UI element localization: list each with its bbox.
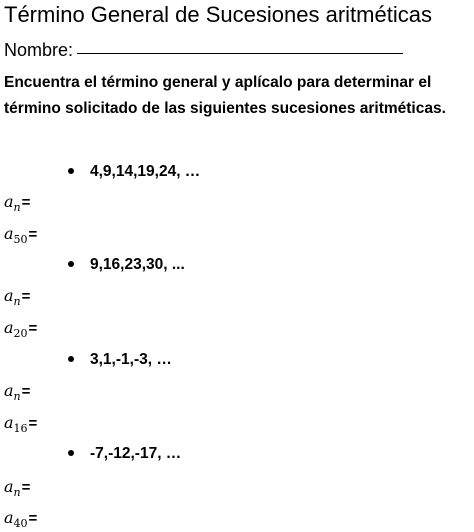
sequence-text: 9,16,23,30, ... — [90, 256, 185, 273]
exercise-1-sequence — [62, 162, 200, 182]
sequence-text: 3,1,-1,-3, … — [90, 351, 172, 368]
sequence-text: -7,-12,-17, … — [90, 445, 182, 462]
exercise-2-sequence — [62, 255, 185, 275]
bullet-icon — [68, 168, 74, 174]
name-field-row — [4, 39, 403, 61]
exercise-2-requested-term: $a_{20}=$ — [4, 318, 38, 340]
exercise-4-general-term: $a_n=$ — [4, 477, 31, 499]
exercise-1-requested-term: $a_{50}=$ — [4, 224, 38, 246]
sequence-text: 4,9,14,19,24, … — [90, 163, 201, 180]
bullet-icon — [68, 450, 74, 456]
worksheet-title: Término General de Sucesiones aritméticas — [4, 2, 432, 27]
exercise-3-requested-term: $a_{16}=$ — [4, 413, 38, 435]
name-blank-line[interactable] — [77, 53, 403, 54]
instructions-text: Encuentra el término general y aplícalo para determinar el término solicitado de las siguientes sucesiones aritméticas. — [4, 74, 446, 117]
exercise-3-sequence — [62, 350, 172, 370]
bullet-icon — [68, 261, 74, 267]
exercise-4-sequence — [62, 444, 181, 464]
exercise-2-general-term: $a_n=$ — [4, 286, 31, 308]
exercise-4-requested-term: $a_{40}=$ — [4, 508, 38, 530]
name-label: Nombre: — [4, 40, 74, 60]
exercise-3-general-term: $a_n=$ — [4, 381, 31, 403]
exercise-1-general-term: $a_n=$ — [4, 192, 31, 214]
bullet-icon — [68, 356, 74, 362]
